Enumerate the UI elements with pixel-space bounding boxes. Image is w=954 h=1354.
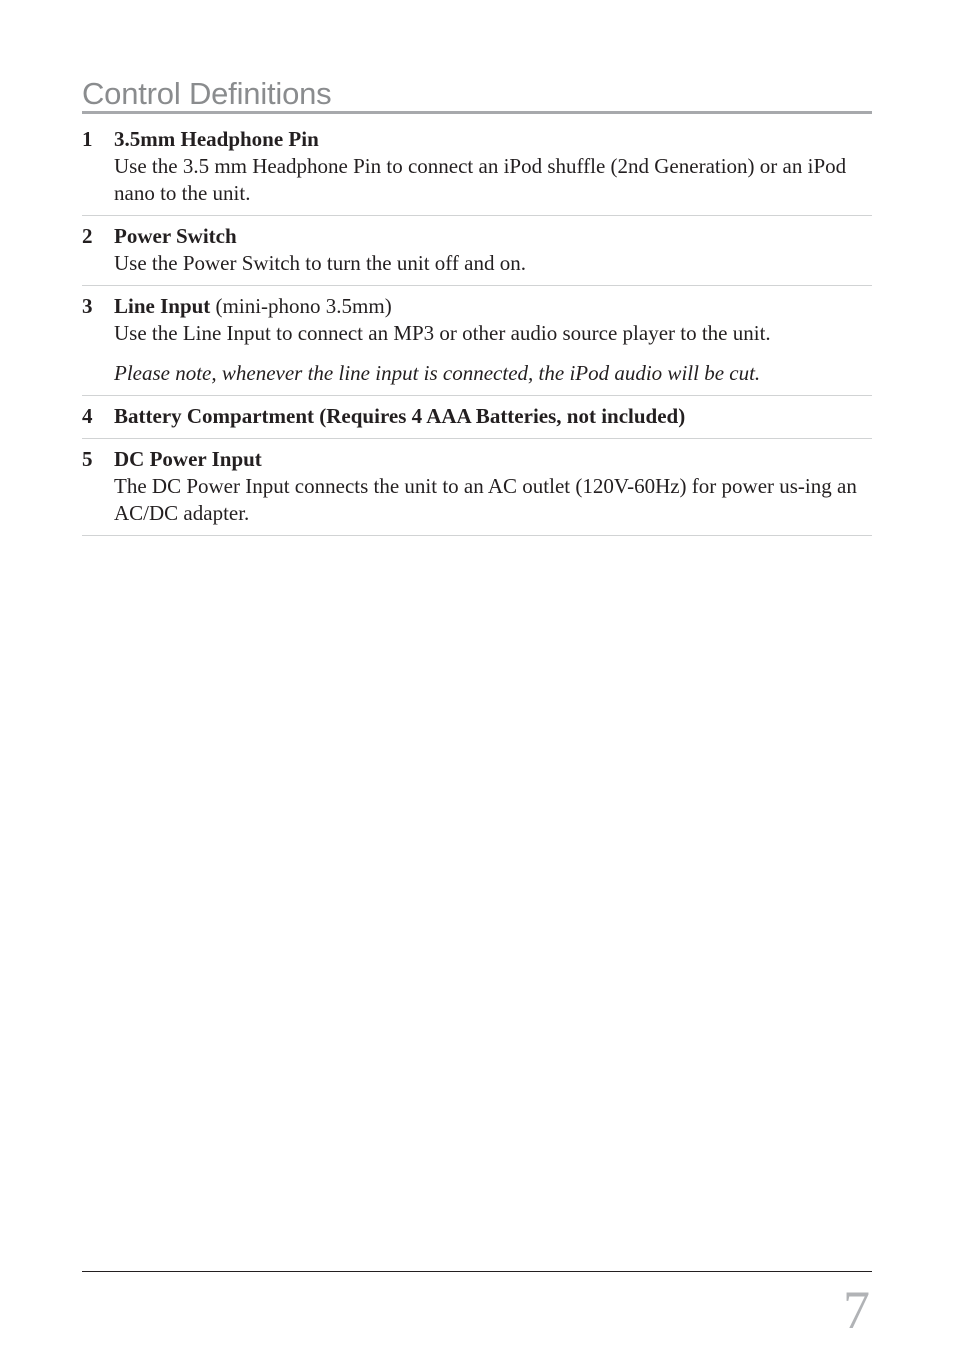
definition-number: 4: [82, 404, 93, 428]
definition-heading: [114, 293, 872, 320]
definition-heading-text: Battery Compartment (Requires 4 AAA Batteries, not included): [114, 404, 686, 428]
definition-item-power-switch: [82, 216, 872, 286]
page-title: Control Definitions: [82, 76, 332, 111]
definition-number: 5: [82, 447, 93, 471]
definition-number: 3: [82, 294, 93, 318]
definition-description: The DC Power Input connects the unit to an AC outlet (120V-60Hz) for power us-ing an AC/DC adapter.: [114, 474, 857, 525]
definition-description: Use the Line Input to connect an MP3 or other audio source player to the unit.: [114, 321, 771, 345]
definition-heading-text: Power Switch: [114, 224, 237, 248]
definition-heading-text: DC Power Input: [114, 447, 262, 471]
page-number: 7: [843, 1280, 870, 1340]
definition-heading-suffix: (mini-phono 3.5mm): [210, 294, 392, 318]
definition-item-line-input: [82, 286, 872, 396]
definition-heading: [114, 403, 872, 430]
definition-heading: [114, 223, 872, 250]
definition-item-dc-power-input: [82, 439, 872, 536]
definition-description: Use the Power Switch to turn the unit off and on.: [114, 251, 526, 275]
definition-number: 2: [82, 224, 93, 248]
definition-item-battery-compartment: [82, 396, 872, 439]
title-divider: [82, 111, 872, 114]
definition-heading-text: Line Input: [114, 294, 211, 318]
definition-item-headphone-pin: [82, 126, 872, 216]
definition-heading-text: 3.5mm Headphone Pin: [114, 127, 319, 151]
footer-divider: [82, 1271, 872, 1272]
definition-heading: [114, 446, 872, 473]
control-definitions-list: [82, 126, 872, 536]
definition-description: Use the 3.5 mm Headphone Pin to connect an iPod shuffle (2nd Generation) or an iPod nano to the unit.: [114, 154, 847, 205]
definition-heading: [114, 126, 872, 153]
definition-number: 1: [82, 127, 93, 151]
definition-note: Please note, whenever the line input is connected, the iPod audio will be cut.: [114, 361, 761, 385]
